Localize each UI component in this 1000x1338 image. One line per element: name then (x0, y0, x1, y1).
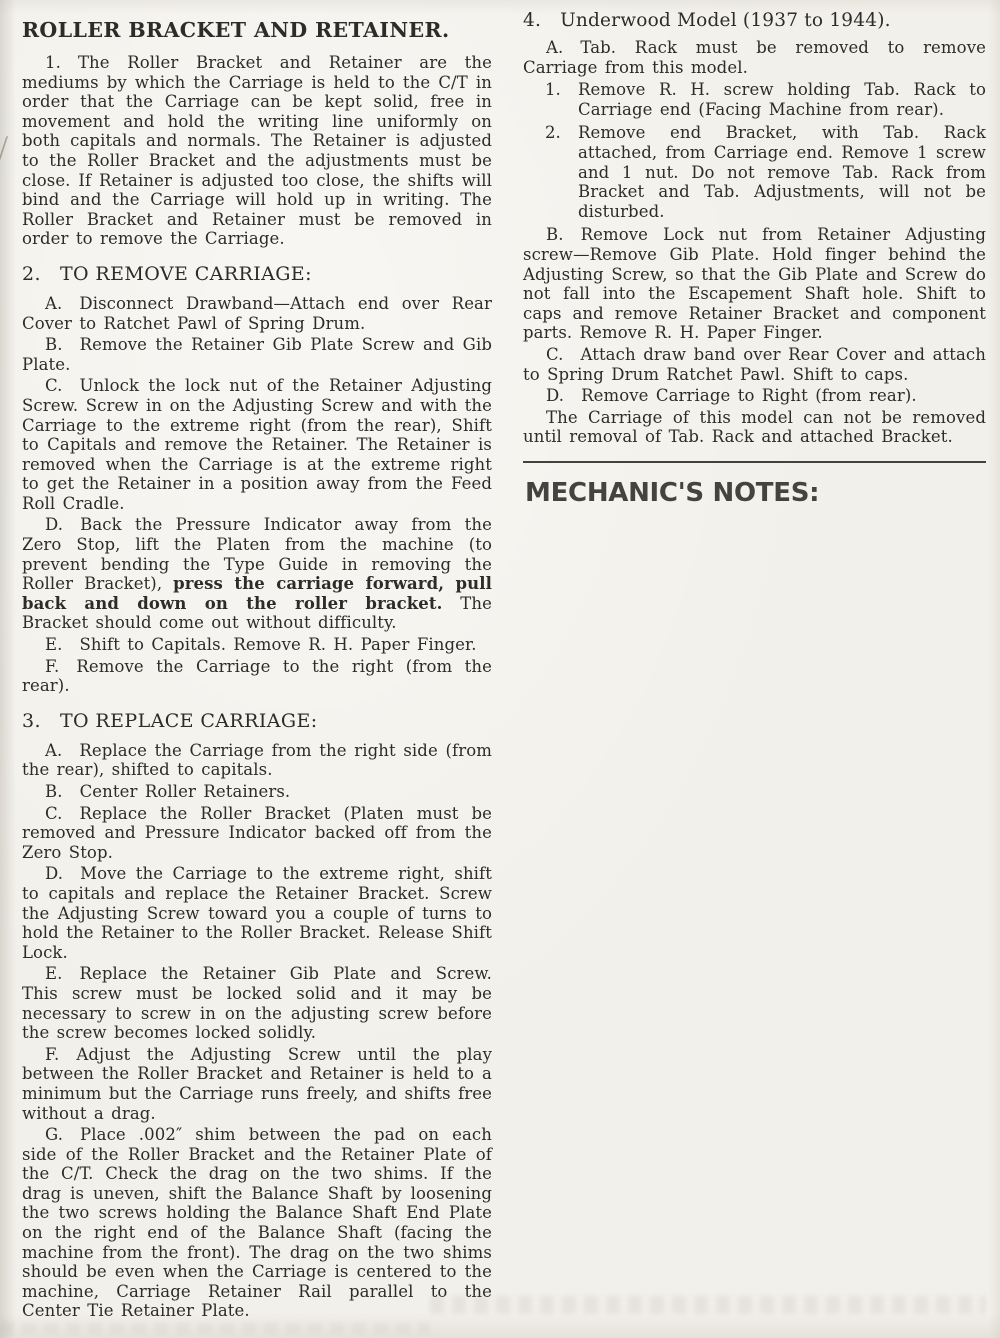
section-title: Underwood Model (1937 to 1944). (560, 10, 891, 31)
section-title: TO REPLACE CARRIAGE: (59, 709, 318, 732)
item-label: A. (546, 38, 564, 57)
mechanics-notes-heading: MECHANIC'S NOTES: (525, 477, 820, 508)
emphasized-text: press the carriage forward, pull back and down on the roller bracket. (22, 574, 492, 613)
section-title: TO REMOVE CARRIAGE: (59, 262, 312, 285)
closing-paragraph: The Carriage of this model can not be removed until removal of Tab. Rack and attached Bracket. (523, 407, 986, 447)
paragraph-text: Remove Lock nut from Retainer Adjusting screw—Remove Gib Plate. Hold finger behind the Adjusting Screw, so that the Gib Plate and Screw do not fall into the Escapement Shaft hole. Shift to caps and remove Retainer Bracket and component parts. Remove R. H. Paper Finger. (523, 225, 986, 343)
item-label: D. (45, 864, 64, 884)
paragraph-text: Replace the Retainer Gib Plate and Screw. This screw must be locked solid and it may be necessary to screw in on the adjusting screw before the screw becomes locked solidly. (22, 964, 492, 1043)
item-label: 1. (45, 53, 61, 72)
item-label: A. (45, 740, 63, 760)
step-4d (523, 386, 986, 406)
step-2c (22, 376, 492, 513)
step-2e (22, 635, 492, 655)
bleed-through-smudge (430, 1296, 986, 1314)
step-4b (523, 225, 986, 343)
paragraph-text: Replace the Roller Bracket (Platen must be removed and Pressure Indicator backed off from the Zero Stop. (22, 803, 492, 862)
substep-number: 1. (545, 80, 561, 100)
section-number: 4. (523, 10, 542, 31)
paragraph-text: Center Roller Retainers. (79, 782, 291, 801)
paragraph-text: Remove end Bracket, with Tab. Rack attached, from Carriage end. Remove 1 screw and 1 nut. Do not remove Tab. Rack from Bracket and Tab. Adjustments, will not be disturbed. (578, 123, 986, 221)
paragraph-text: Remove Carriage to Right (from rear). (581, 386, 917, 406)
step-4a (523, 38, 986, 77)
paragraph-text: Move the Carriage to the extreme right, shift to capitals and replace the Retainer Bracket. Screw the Adjusting Screw toward you a couple of turns to hold the Retainer to the Roller Bracket. Release Shift Lock. (22, 864, 492, 962)
item-label: D. (45, 515, 64, 535)
section-number: 2. (22, 262, 41, 285)
section-number: 3. (22, 709, 41, 732)
paragraph-text: Remove R. H. screw holding Tab. Rack to Carriage end (Facing Machine from rear). (578, 80, 986, 119)
intro-paragraph (22, 53, 492, 249)
section-4-heading (523, 10, 986, 31)
item-label: E. (45, 635, 63, 655)
step-3g (22, 1125, 492, 1321)
section-3-heading (22, 710, 492, 732)
substep-1 (523, 80, 986, 119)
step-4c (523, 345, 986, 384)
paragraph-text: Adjust the Adjusting Screw until the play between the Roller Bracket and Retainer is held to a minimum but the Carriage runs freely, and shifts free without a drag. (22, 1044, 492, 1123)
section-2-heading (22, 263, 492, 285)
step-2d (22, 515, 492, 633)
paragraph-text: Remove the Retainer Gib Plate Screw and Gib Plate. (22, 335, 492, 374)
item-label: F. (45, 1044, 60, 1064)
step-3c (22, 804, 492, 863)
bleed-through-smudge (0, 1322, 430, 1334)
item-label: A. (45, 293, 63, 313)
item-label: B. (45, 335, 63, 355)
page-title: ROLLER BRACKET AND RETAINER. (22, 18, 450, 42)
paragraph-text: Disconnect Drawband—Attach end over Rear Cover to Ratchet Pawl of Spring Drum. (22, 293, 492, 333)
step-3f (22, 1045, 492, 1123)
paragraph-text: Place .002″ shim between the pad on each side of the Roller Bracket and the Retainer Plate of the C/T. Check the drag on the two shims. If the drag is uneven, shift the Balance Shaft by loosening the two screws holding the Balance Shaft End Plate on the right end of the Balance Shaft (facing the machine from the front). The drag on the two shims should be even when the Carriage is centered to the machine, Carriage Retainer Rail parallel to the Center Tie Retainer Plate. (22, 1125, 492, 1321)
step-3d (22, 864, 492, 962)
left-column (22, 10, 492, 1323)
substep-2 (523, 123, 986, 221)
paragraph-text: Shift to Capitals. Remove R. H. Paper Finger. (79, 635, 477, 655)
step-2b (22, 335, 492, 374)
step-2f (22, 657, 492, 696)
paragraph-text: Tab. Rack must be removed to remove Carriage from this model. (523, 38, 986, 77)
step-3e (22, 964, 492, 1042)
item-label: C. (45, 376, 63, 396)
substep-number: 2. (545, 123, 561, 143)
paragraph-text: Unlock the lock nut of the Retainer Adjusting Screw. Screw in on the Adjusting Screw and with the Carriage to the extreme right (from the rear), Shift to Capitals and remove the Retainer. The Retainer is removed when the Carriage is at the extreme right to get the Retainer in a position away from the Feed Roll Cradle. (22, 376, 492, 513)
section-divider (523, 461, 986, 463)
paragraph-text: Attach draw band over Rear Cover and attach to Spring Drum Ratchet Pawl. Shift to caps. (523, 344, 986, 384)
paragraph-text: The Bracket should come out without difficulty. (22, 593, 492, 633)
step-3a (22, 741, 492, 780)
paragraph-text: Back the Pressure Indicator away from the Zero Stop, lift the Platen from the machine (to prevent bending the Type Guide in removing the Roller Bracket), (22, 515, 492, 594)
item-label: E. (45, 964, 63, 984)
item-label: B. (546, 225, 564, 245)
step-3b (22, 782, 492, 802)
item-label: B. (45, 782, 63, 801)
item-label: G. (45, 1125, 64, 1145)
step-2a (22, 294, 492, 333)
item-label: C. (45, 803, 63, 823)
paragraph-text: Remove the Carriage to the right (from the rear). (22, 656, 492, 696)
paragraph-text: The Roller Bracket and Retainer are the mediums by which the Carriage is held to the C/T in order that the Carriage can be kept solid, free in movement and hold the writing line uniformly on both capitals and normals. The Retainer is adjusted to the Roller Bracket and the adjustments must be close. If Retainer is adjusted too close, the shifts will bind and the Carriage will hold up in writing. The Roller Bracket and Retainer must be removed in order to remove the Carriage. (22, 53, 492, 249)
item-label: C. (546, 344, 564, 364)
item-label: D. (546, 386, 565, 406)
right-column (523, 10, 986, 1323)
item-label: F. (45, 656, 60, 676)
paragraph-text: Replace the Carriage from the right side (from the rear), shifted to capitals. (22, 740, 492, 780)
